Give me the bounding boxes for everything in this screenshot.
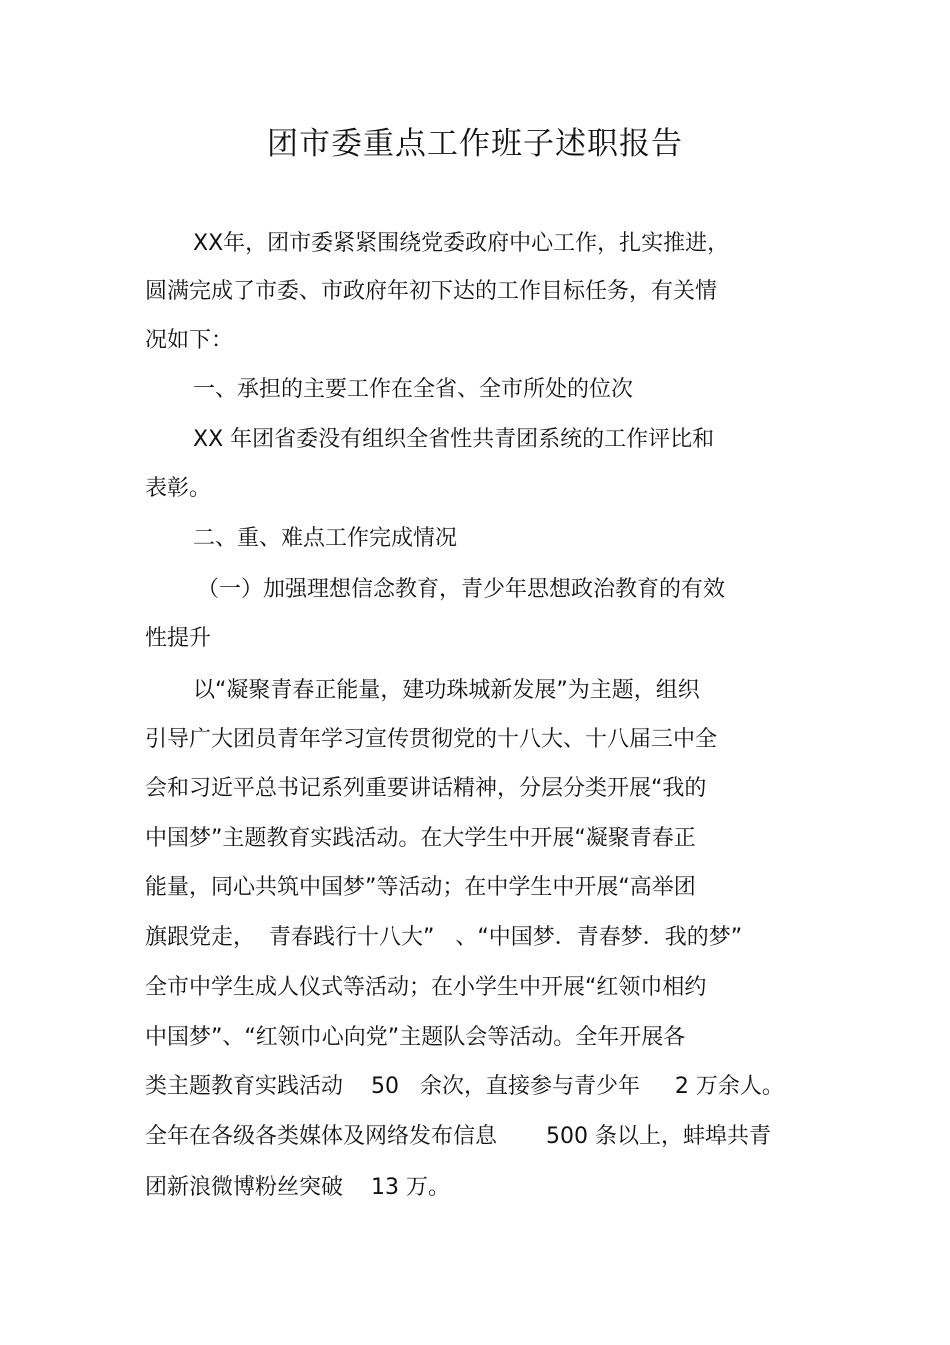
paragraph-line: 引导广大团员青年学习宣传贯彻党的十八大、十八届三中全: [145, 727, 718, 752]
paragraph-line: 况如下：: [145, 328, 234, 353]
paragraph-line: 团新浪微博粉丝突破 13 万。: [145, 1175, 450, 1200]
section-heading: 二、重、难点工作完成情况: [193, 526, 458, 551]
paragraph-line: 旗跟党走， 青春践行十八大” 、“中国梦．青春梦．我的梦”: [145, 925, 743, 950]
paragraph-line: 圆满完成了市委、市政府年初下达的工作目标任务，有关情: [145, 279, 718, 304]
section-heading: 一、承担的主要工作在全省、全市所处的位次: [193, 377, 634, 402]
paragraph-line: 中国梦”、“红领巾心向党”主题队会等活动。全年开展各: [145, 1025, 686, 1050]
paragraph-line: 以“凝聚青春正能量，建功珠城新发展”为主题，组织: [193, 678, 700, 703]
paragraph-line: XX 年团省委没有组织全省性共青团系统的工作评比和: [193, 427, 715, 452]
paragraph-line: 类主题教育实践活动 50 余次，直接参与青少年 2 万余人。: [145, 1074, 784, 1099]
paragraph-line: 全市中学生成人仪式等活动；在小学生中开展“红领巾相约: [145, 975, 707, 1000]
paragraph-line: 表彰。: [145, 476, 212, 501]
paragraph-line: 能量，同心共筑中国梦”等活动；在中学生中开展“高举团: [145, 875, 696, 900]
paragraph-line: 全年在各级各类媒体及网络发布信息 500 条以上，蚌埠共青: [145, 1124, 771, 1149]
subsection-heading: 性提升: [145, 626, 212, 651]
paragraph-line: XX年，团市委紧紧围绕党委政府中心工作，扎实推进，: [193, 231, 730, 256]
document-title: 团市委重点工作班子述职报告: [267, 126, 683, 162]
paragraph-line: 会和习近平总书记系列重要讲话精神，分层分类开展“我的: [145, 776, 707, 801]
subsection-heading: （一）加强理想信念教育，青少年思想政治教育的有效: [197, 577, 726, 602]
paragraph-line: 中国梦”主题教育实践活动。在大学生中开展“凝聚青春正: [145, 826, 696, 851]
